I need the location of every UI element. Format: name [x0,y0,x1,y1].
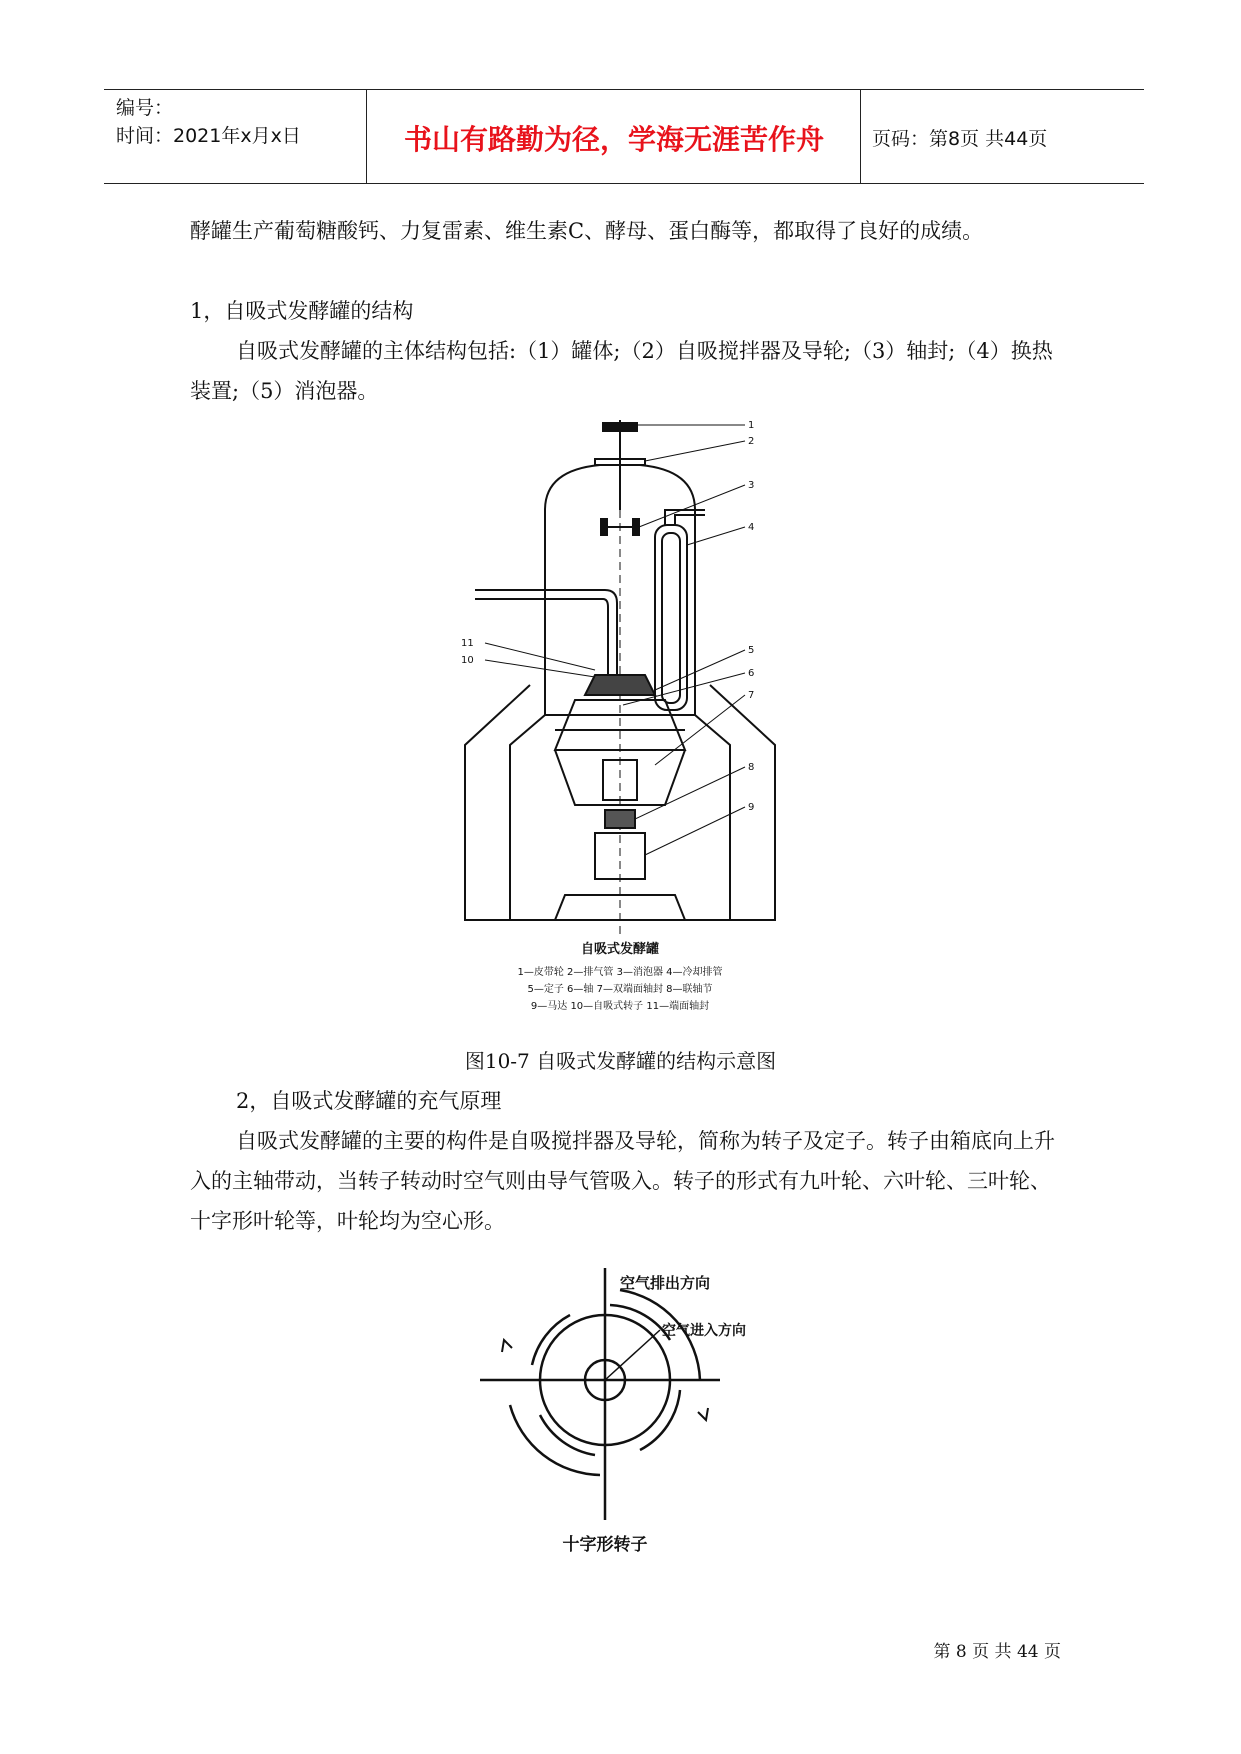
paragraph: 自吸式发酵罐的主体结构包括:（1）罐体;（2）自吸搅拌器及导轮;（3）轴封;（4）换热装置;（5）消泡器。 [190,339,1053,403]
figure-legend-line: 1—皮带轮 2—排气管 3—消泡器 4—冷却排管 [517,967,723,978]
paragraph: 酵罐生产葡萄糖酸钙、力复雷素、维生素C、酵母、蛋白酶等，都取得了良好的成绩。 [190,219,984,243]
figure-label-4: 4 [748,522,755,533]
cross-rotor-figure [470,1260,770,1560]
figure-label-2: 2 [748,436,755,447]
page-header [104,89,1144,184]
section-heading: 2，自吸式发酵罐的充气原理 [236,1089,502,1113]
figure-label-6: 6 [748,668,755,679]
figure-label-3: 3 [748,480,755,491]
section-heading: 1，自吸式发酵罐的结构 [190,299,414,323]
header-motto: 书山有路勤为径，学海无涯苦作舟 [403,123,824,156]
figure-label-9: 9 [748,802,755,813]
figure-label-5: 5 [748,645,755,656]
figure-title: 自吸式发酵罐 [580,942,660,957]
air-outlet-label: 空气排出方向 [620,1274,711,1292]
air-inlet-label: 空气进入方向 [662,1323,746,1339]
figure-legend-line: 9—马达 10—自吸式转子 11—端面轴封 [530,1001,710,1012]
figure-label-7: 7 [748,690,755,701]
figure-label-10: 10 [461,655,474,666]
header-left [116,94,301,150]
fermenter-structure-figure [455,415,785,1035]
document-number-label: 编号： [116,97,174,119]
document-time: 时间：2021年x月x日 [116,125,301,147]
figure-label-8: 8 [748,762,755,773]
header-page-info: 页码：第8页 共44页 [872,128,1048,150]
figure-legend-line: 5—定子 6—轴 7—双端面轴封 8—联轴节 [527,984,713,995]
figure-label-1: 1 [748,420,755,431]
figure-label-11: 11 [461,638,474,649]
paragraph: 自吸式发酵罐的主要的构件是自吸搅拌器及导轮，简称为转子及定子。转子由箱底向上升入的主轴带动，当转子转动时空气则由导气管吸入。转子的形式有九叶轮、六叶轮、三叶轮、十字形叶轮等，叶轮均为空心形。 [190,1129,1055,1233]
figure-caption: 图10-7 自吸式发酵罐的结构示意图 [464,1049,777,1073]
header-divider [860,90,861,183]
page-footer: 第 8 页 共 44 页 [933,1642,1061,1662]
figure-title: 十字形转子 [562,1535,648,1555]
header-divider [366,90,367,183]
